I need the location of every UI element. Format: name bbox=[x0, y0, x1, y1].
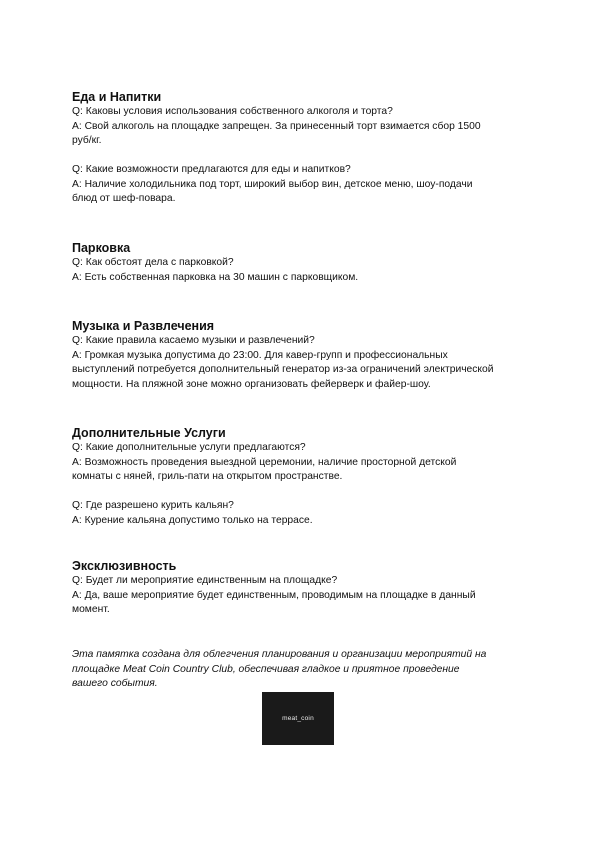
section-heading: Эксклюзивность bbox=[72, 559, 177, 573]
section-heading: Дополнительные Услуги bbox=[72, 426, 226, 440]
answer-line: выступлений потребуется дополнительный генератор из-за ограничений электрической bbox=[72, 364, 494, 375]
answer-line: A: Да, ваше мероприятие будет единственным, проводимым на площадке в данный bbox=[72, 589, 476, 601]
section-parking bbox=[72, 241, 532, 285]
answer-line: руб/кг. bbox=[72, 135, 102, 146]
question: Q: Какие возможности предлагаются для еды и напитков? bbox=[72, 164, 351, 175]
answer-line: момент. bbox=[72, 604, 110, 615]
section-music-entertainment bbox=[72, 319, 532, 392]
section-food-drinks bbox=[72, 90, 532, 207]
note-line: площадке Meat Coin Country Club, обеспечивая гладкое и приятное проведение bbox=[72, 663, 460, 675]
answer-line: A: Есть собственная парковка на 30 машин с парковщиком. bbox=[72, 271, 359, 283]
answer-line: мощности. На пляжной зоне можно организовать фейерверк и файер-шоу. bbox=[72, 378, 431, 390]
section-heading: Парковка bbox=[72, 241, 131, 255]
answer-line: A: Наличие холодильника под торт, широкий выбор вин, детское меню, шоу-подачи bbox=[72, 178, 473, 190]
question: Q: Какие правила касаемо музыки и развлечений? bbox=[72, 335, 315, 346]
section-exclusivity bbox=[72, 559, 532, 618]
question: Q: Как обстоят дела с парковкой? bbox=[72, 257, 234, 268]
question: Q: Где разрешено курить кальян? bbox=[72, 500, 234, 511]
note-line: вашего события. bbox=[72, 678, 158, 689]
answer-line: A: Возможность проведения выездной церемонии, наличие просторной детской bbox=[72, 456, 457, 468]
answer-line: A: Громкая музыка допустима до 23:00. Для кавер-групп и профессиональных bbox=[72, 349, 448, 361]
answer-line: A: Свой алкоголь на площадке запрещен. За принесенный торт взимается сбор 1500 bbox=[72, 120, 481, 132]
answer-line: комнаты с няней, гриль-пати на открытом пространстве. bbox=[72, 471, 343, 482]
note-line: Эта памятка создана для облегчения планирования и организации мероприятий на bbox=[72, 649, 487, 660]
question: Q: Будет ли мероприятие единственным на площадке? bbox=[72, 575, 338, 586]
meat-coin-logo bbox=[262, 692, 334, 745]
answer-line: блюд от шеф-повара. bbox=[72, 193, 176, 204]
question: Q: Каковы условия использования собственного алкоголя и торта? bbox=[72, 106, 393, 117]
section-heading: Музыка и Развлечения bbox=[72, 319, 215, 333]
question: Q: Какие дополнительные услуги предлагаются? bbox=[72, 442, 306, 453]
section-additional-services bbox=[72, 426, 532, 528]
logo-text: meat_coin bbox=[282, 715, 314, 722]
answer-line: A: Курение кальяна допустимо только на террасе. bbox=[72, 514, 313, 526]
closing-note bbox=[72, 648, 532, 692]
section-heading: Еда и Напитки bbox=[72, 90, 162, 104]
